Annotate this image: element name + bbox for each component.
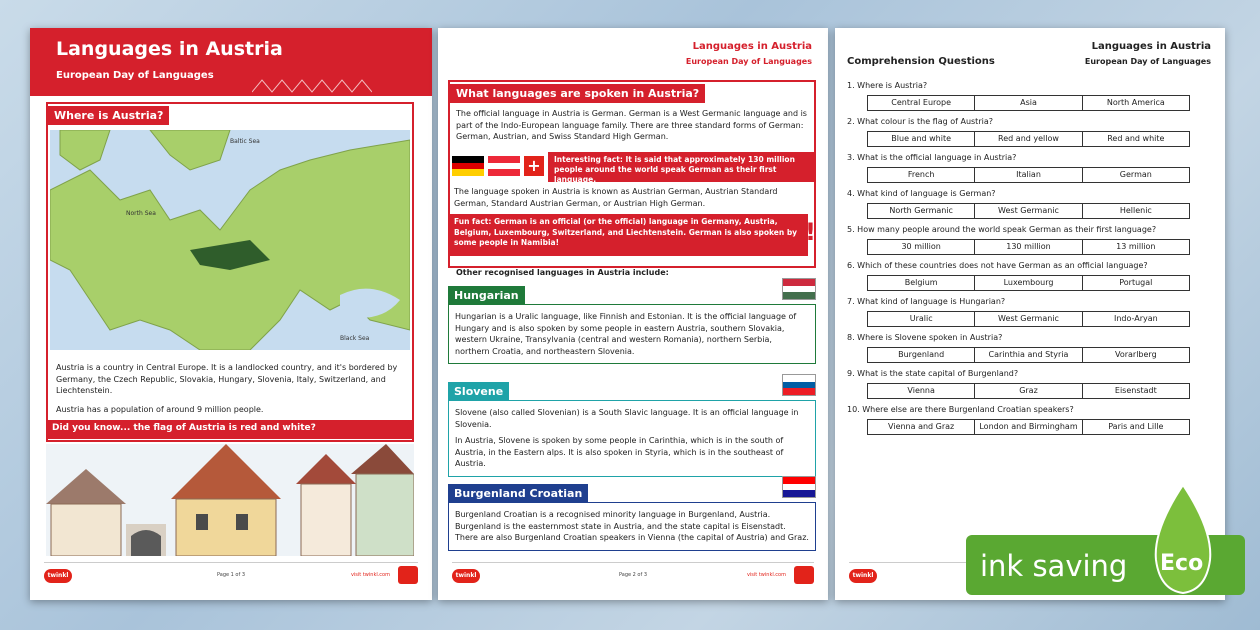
question-2: 2. What colour is the flag of Austria? xyxy=(847,117,993,126)
german-intro: The official language in Austria is German. German is a West Germanic language and is part of the Indo-European language family. There are three standard forms of German: German, Austrian, and Swiss Standard High German. xyxy=(456,109,807,142)
answer-option[interactable]: French xyxy=(867,167,975,183)
hungarian-body: Hungarian is a Uralic language, like Finnish and Estonian. It is the official language of Hungary and is also spoken by some people in eastern Austria, southern Slovakia, western Ukraine, Transylvania (central and western Romania), northern Serbia, northern Croatia, and northeastern Slovenia. xyxy=(448,304,816,364)
interesting-fact: Interesting fact: It is said that approximately 130 million people around the world speak German as their first language. xyxy=(548,152,814,182)
north-sea-label: North Sea xyxy=(126,210,156,217)
badge-icon xyxy=(398,566,418,584)
did-you-know-bar: Did you know... the flag of Austria is red and white? xyxy=(46,420,414,439)
answer-option[interactable]: Graz xyxy=(974,383,1082,399)
population-text: Austria has a population of around 9 million people. xyxy=(56,405,264,414)
ink-saving-text: ink saving xyxy=(980,549,1128,583)
answer-option[interactable]: Luxembourg xyxy=(974,275,1082,291)
switzerland-flag-icon: + xyxy=(524,156,544,176)
other-languages-label: Other recognised languages in Austria include: xyxy=(456,268,669,277)
slovene-body xyxy=(448,400,816,477)
answer-option[interactable]: Paris and Lille xyxy=(1082,419,1190,435)
page-1-header xyxy=(30,28,432,96)
answer-option[interactable]: 30 million xyxy=(867,239,975,255)
answer-option[interactable]: North Germanic xyxy=(867,203,975,219)
question-4: 4. What kind of language is German? xyxy=(847,189,996,198)
question-10: 10. Where else are there Burgenland Croatian speakers? xyxy=(847,405,1074,414)
twinkl-logo: twinkl xyxy=(452,569,480,583)
answer-option[interactable]: Portugal xyxy=(1082,275,1190,291)
page-1 xyxy=(30,28,432,600)
answer-options-3 xyxy=(868,167,1190,183)
croatian-body: Burgenland Croatian is a recognised minority language in Burgenland, Austria. Burgenland is the easternmost state in Austria, and the state capital is Eisenstadt. There are also Burgenland Croatian speakers in Vienna (the capital of Austria) and Graz. xyxy=(448,502,816,551)
comprehension-heading: Comprehension Questions xyxy=(847,56,995,67)
question-mark-icon: ? xyxy=(404,418,415,439)
slovenia-flag-icon xyxy=(782,374,816,396)
europe-map xyxy=(50,130,410,350)
answer-option[interactable]: Blue and white xyxy=(867,131,975,147)
question-3: 3. What is the official language in Austria? xyxy=(847,153,1017,162)
answer-options-9 xyxy=(868,383,1190,399)
question-5: 5. How many people around the world speak German as their first language? xyxy=(847,225,1157,234)
austrian-german-text: The language spoken in Austria is known as Austrian German, Austrian Standard German, Standard Austrian German, or Austrian High German. xyxy=(454,187,778,208)
hungarian-title: Hungarian xyxy=(448,286,525,305)
black-sea-label: Black Sea xyxy=(340,335,370,342)
answer-option[interactable]: 130 million xyxy=(974,239,1082,255)
answer-option[interactable]: Central Europe xyxy=(867,95,975,111)
answer-options-1 xyxy=(868,95,1190,111)
austria-description: Austria is a country in Central Europe. It is a landlocked country, and it's bordered by Germany, the Czech Republic, Slovakia, Hungary, Slovenia, Italy, Switzerland, and Liechtenstein. xyxy=(56,363,398,396)
fun-fact: Fun fact: German is an official (or the official) language in Germany, Austria, Belgium, Luxembourg, Switzerland, and Liechtenstein. German is also spoken by some people in Namibia! xyxy=(448,214,808,256)
croatia-flag-icon xyxy=(782,476,816,498)
page-3-subtitle: European Day of Languages xyxy=(1084,57,1211,66)
answer-options-2 xyxy=(868,131,1190,147)
question-1: 1. Where is Austria? xyxy=(847,81,928,90)
croatian-title: Burgenland Croatian xyxy=(448,484,588,503)
germany-flag-icon xyxy=(452,156,484,176)
where-section xyxy=(46,102,414,442)
visit-link[interactable]: visit twinkl.com xyxy=(350,572,390,578)
answer-option[interactable]: West Germanic xyxy=(974,311,1082,327)
answer-option[interactable]: Italian xyxy=(974,167,1082,183)
answer-option[interactable]: London and Birmingham xyxy=(974,419,1082,435)
page-1-footer xyxy=(44,562,418,586)
answer-option[interactable]: Eisenstadt xyxy=(1082,383,1190,399)
page-number: Page 1 of 3 xyxy=(216,572,246,578)
question-6: 6. Which of these countries does not have German as an official language? xyxy=(847,261,1148,270)
twinkl-logo: twinkl xyxy=(44,569,72,583)
hungary-flag-icon xyxy=(782,278,816,300)
page-1-title: Languages in Austria xyxy=(56,38,283,60)
answer-option[interactable]: Vorarlberg xyxy=(1082,347,1190,363)
answer-option[interactable]: Asia xyxy=(974,95,1082,111)
answer-options-6 xyxy=(868,275,1190,291)
answer-option[interactable]: North America xyxy=(1082,95,1190,111)
question-9: 9. What is the state capital of Burgenland? xyxy=(847,369,1019,378)
eco-badge xyxy=(966,535,1245,595)
answer-option[interactable]: German xyxy=(1082,167,1190,183)
answer-option[interactable]: West Germanic xyxy=(974,203,1082,219)
answer-option[interactable]: Vienna and Graz xyxy=(867,419,975,435)
page-1-subtitle: European Day of Languages xyxy=(56,70,214,81)
decorative-zigzag xyxy=(252,74,372,94)
where-heading: Where is Austria? xyxy=(48,106,169,125)
map-drawing xyxy=(50,130,410,350)
answer-option[interactable]: Red and white xyxy=(1082,131,1190,147)
croatian-section xyxy=(448,482,816,551)
answer-options-10 xyxy=(868,419,1190,435)
question-8: 8. Where is Slovene spoken in Austria? xyxy=(847,333,1003,342)
page-2 xyxy=(438,28,828,600)
slovene-title: Slovene xyxy=(448,382,509,401)
answer-option[interactable]: Hellenic xyxy=(1082,203,1190,219)
badge-icon xyxy=(794,566,814,584)
baltic-sea-label: Baltic Sea xyxy=(230,138,260,145)
page-number: Page 2 of 3 xyxy=(618,572,648,578)
page-3-header xyxy=(1085,41,1211,66)
answer-option[interactable]: Vienna xyxy=(867,383,975,399)
eco-label: Eco xyxy=(1160,551,1204,576)
answer-option[interactable]: Burgenland xyxy=(867,347,975,363)
answer-option[interactable]: 13 million xyxy=(1082,239,1190,255)
languages-heading: What languages are spoken in Austria? xyxy=(450,84,705,103)
answer-options-8 xyxy=(868,347,1190,363)
slovene-section xyxy=(448,380,816,477)
answer-option[interactable]: Uralic xyxy=(867,311,975,327)
answer-option[interactable]: Indo-Aryan xyxy=(1082,311,1190,327)
exclamation-icon: ! xyxy=(805,218,816,246)
page-3-title: Languages in Austria xyxy=(1091,41,1211,52)
town-illustration xyxy=(46,444,414,556)
answer-options-4 xyxy=(868,203,1190,219)
leaf-icon xyxy=(1148,485,1218,595)
hungarian-section xyxy=(448,284,816,364)
answer-option[interactable]: Red and yellow xyxy=(974,131,1082,147)
slovene-body-2: In Austria, Slovene is spoken by some people in Carinthia, which is in the south of Austria, in the Eastern alps. It is also spoken in Styria, which is in the southeast of Austria. xyxy=(455,436,784,469)
page-2-footer xyxy=(452,562,814,586)
houses-drawing xyxy=(46,444,414,556)
answer-option[interactable]: Carinthia and Styria xyxy=(974,347,1082,363)
twinkl-logo: twinkl xyxy=(849,569,877,583)
answer-option[interactable]: Belgium xyxy=(867,275,975,291)
page-2-title: Languages in Austria xyxy=(692,41,812,52)
page-2-header xyxy=(686,41,812,66)
answer-options-7 xyxy=(868,311,1190,327)
austria-flag-icon xyxy=(488,156,520,176)
page-2-subtitle: European Day of Languages xyxy=(685,57,812,66)
answer-options-5 xyxy=(868,239,1190,255)
visit-link[interactable]: visit twinkl.com xyxy=(746,572,786,578)
question-7: 7. What kind of language is Hungarian? xyxy=(847,297,1006,306)
slovene-body-1: Slovene (also called Slovenian) is a South Slavic language. It is an official language in Slovenia. xyxy=(455,408,799,429)
